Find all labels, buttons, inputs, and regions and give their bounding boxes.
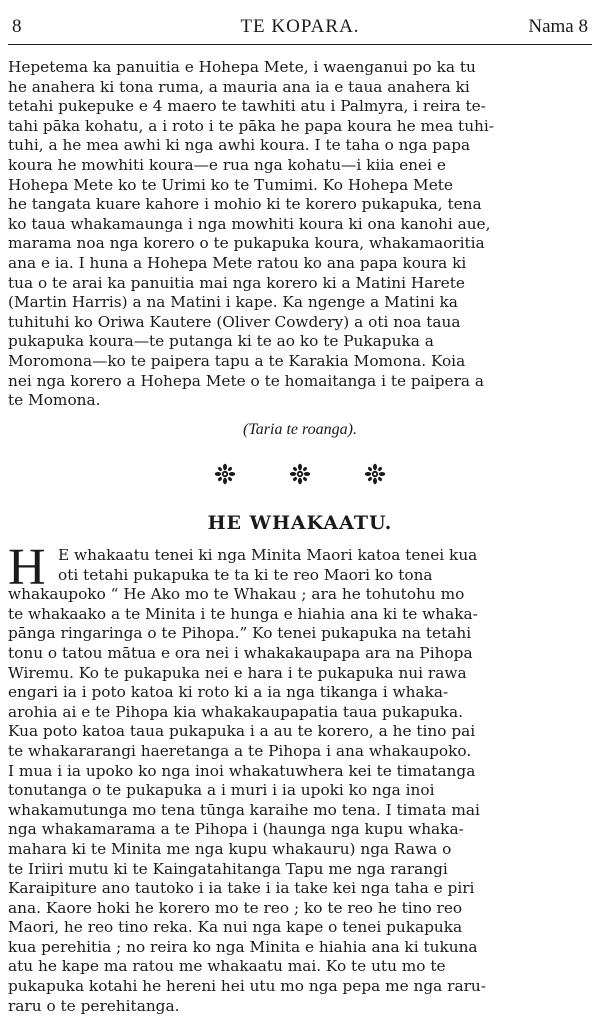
text-line: Karaipiture ano tautoko i ia take i ia take kei nga taha e piri <box>8 879 475 898</box>
text-line: oti tetahi pukapuka te ta ki te reo Maori ko tona <box>58 565 433 584</box>
header-rule <box>8 44 592 45</box>
text-line: atu he kape ma ratou me whakaatu mai. Ko te utu mo te <box>8 957 446 976</box>
text-line: tuhituhi ko Oriwa Kautere (Oliver Cowdery) a oti noa taua <box>8 312 461 331</box>
text-line: raru o te perehitanga. <box>8 996 180 1015</box>
text-line: he tangata kuare kahore i mohio ki te korero pukapuka, tena <box>8 195 482 214</box>
text-line: te whakararangi haeretanga a te Pihopa i ana whakaupoko. <box>8 741 472 760</box>
text-line: arohia ai e te Pihopa kia whakakaupapatia taua pukapuka. <box>8 702 463 721</box>
text-line: Maori, he reo tino reka. Ka nui nga kape o tenei pukapuka <box>8 918 463 937</box>
text-line: tetahi pukepuke e 4 maero te tawhiti atu i Palmyra, i reira te- <box>8 97 486 116</box>
flower-ornament-icon <box>289 463 311 485</box>
text-line: Moromona—ko te paipera tapu a te Karakia Momona. Koia <box>8 351 466 370</box>
text-line: tonutanga o te pukapuka a i muri i ia upoki ko nga inoi <box>8 781 435 800</box>
text-line: Wiremu. Ko te pukapuka nei e hara i te pukapuka nui rawa <box>8 663 467 682</box>
issue-number: Nama 8 <box>528 16 588 37</box>
text-line: he anahera ki tona ruma, a mauria ana ia e taua anahera ki <box>8 77 470 96</box>
article-continued-text <box>8 58 494 411</box>
text-line: (Martin Harris) a na Matini i kape. Ka ngenge a Matini ka <box>8 293 458 312</box>
text-line: pukapuka koura—te putanga ki te ao ko te Pukapuka a <box>8 332 434 351</box>
text-line: nei nga korero a Hohepa Mete o te homaitanga i te paipera a <box>8 371 484 390</box>
text-line: tuhi, a he mea awhi ki nga awhi koura. I te taha o nga papa <box>8 136 471 155</box>
text-line: tua o te arai ka panuitia mai nga korero ki a Matini Harete <box>8 273 465 292</box>
continued-note: (Taria te roanga). <box>243 421 357 438</box>
text-line: pānga ringaringa o te Pihopa.” Ko tenei pukapuka na tetahi <box>8 624 472 643</box>
text-line: E whakaatu tenei ki nga Minita Maori katoa tenei kua <box>58 546 478 564</box>
text-line: engari ia i poto katoa ki roto ki a ia nga tikanga i whaka- <box>8 683 449 702</box>
text-line: ana. Kaore hoki he korero mo te reo ; ko te reo he tino reo <box>8 898 463 917</box>
newspaper-title: TE KOPARA. <box>240 16 360 37</box>
text-line: kua perehitia ; no reira ko nga Minita e hiahia ana ki tukuna <box>8 937 478 956</box>
text-line: pukapuka kotahi he hereni hei utu mo nga pepa me nga raru- <box>8 977 486 996</box>
text-line: I mua i ia upoko ko nga inoi whakatuwhera kei te timatanga <box>8 761 476 780</box>
text-line: te Iriiri mutu ki te Kaingatahitanga Tapu me nga rarangi <box>8 859 448 878</box>
text-line: te Momona. <box>8 391 101 410</box>
page-header <box>8 12 592 38</box>
article-heading: HE WHAKAATU. <box>207 512 393 534</box>
flower-ornament-icon <box>364 463 386 485</box>
page-number: 8 <box>12 16 22 37</box>
text-line: whakamutunga mo tena tūnga karaihe mo tena. I timata mai <box>8 800 480 819</box>
flower-ornament-icon <box>214 463 236 485</box>
text-line: tahi pāka kohatu, a i roto i te pāka he papa koura he mea tuhi- <box>8 116 494 135</box>
text-line: marama noa nga korero o te pukapuka koura, whakamaoritia <box>8 234 485 253</box>
text-line: ko taua whakamaunga i nga mowhiti koura ki ona kanohi aue, <box>8 214 491 233</box>
text-line: Hepetema ka panuitia e Hohepa Mete, i waenganui po ka tu <box>8 58 476 76</box>
text-line: te whakaako a te Minita i te hunga e hiahia ana ki te whaka- <box>8 604 478 623</box>
text-line: koura he mowhiti koura—e rua nga kohatu—i kiia enei e <box>8 155 446 174</box>
text-line: Hohepa Mete ko te Urimi ko te Tumimi. Ko Hohepa Mete <box>8 175 453 194</box>
text-line: ana e ia. I huna a Hohepa Mete ratou ko ana papa koura ki <box>8 253 467 272</box>
drop-cap: H <box>8 539 46 596</box>
text-line: nga whakamarama a te Pihopa i (haunga nga kupu whaka- <box>8 820 464 839</box>
article-body <box>8 539 486 1016</box>
text-line: tonu o tatou mātua e ora nei i whakakaupapa ara na Pihopa <box>8 643 473 662</box>
text-line: whakaupoko “ He Ako mo te Whakau ; ara he tohutohu mo <box>8 585 465 604</box>
text-line: Kua poto katoa taua pukapuka i a au te korero, a he tino pai <box>8 722 476 741</box>
text-line: mahara ki te Minita me nga kupu whakauru) nga Rawa o <box>8 839 452 858</box>
ornament-divider <box>0 463 600 489</box>
